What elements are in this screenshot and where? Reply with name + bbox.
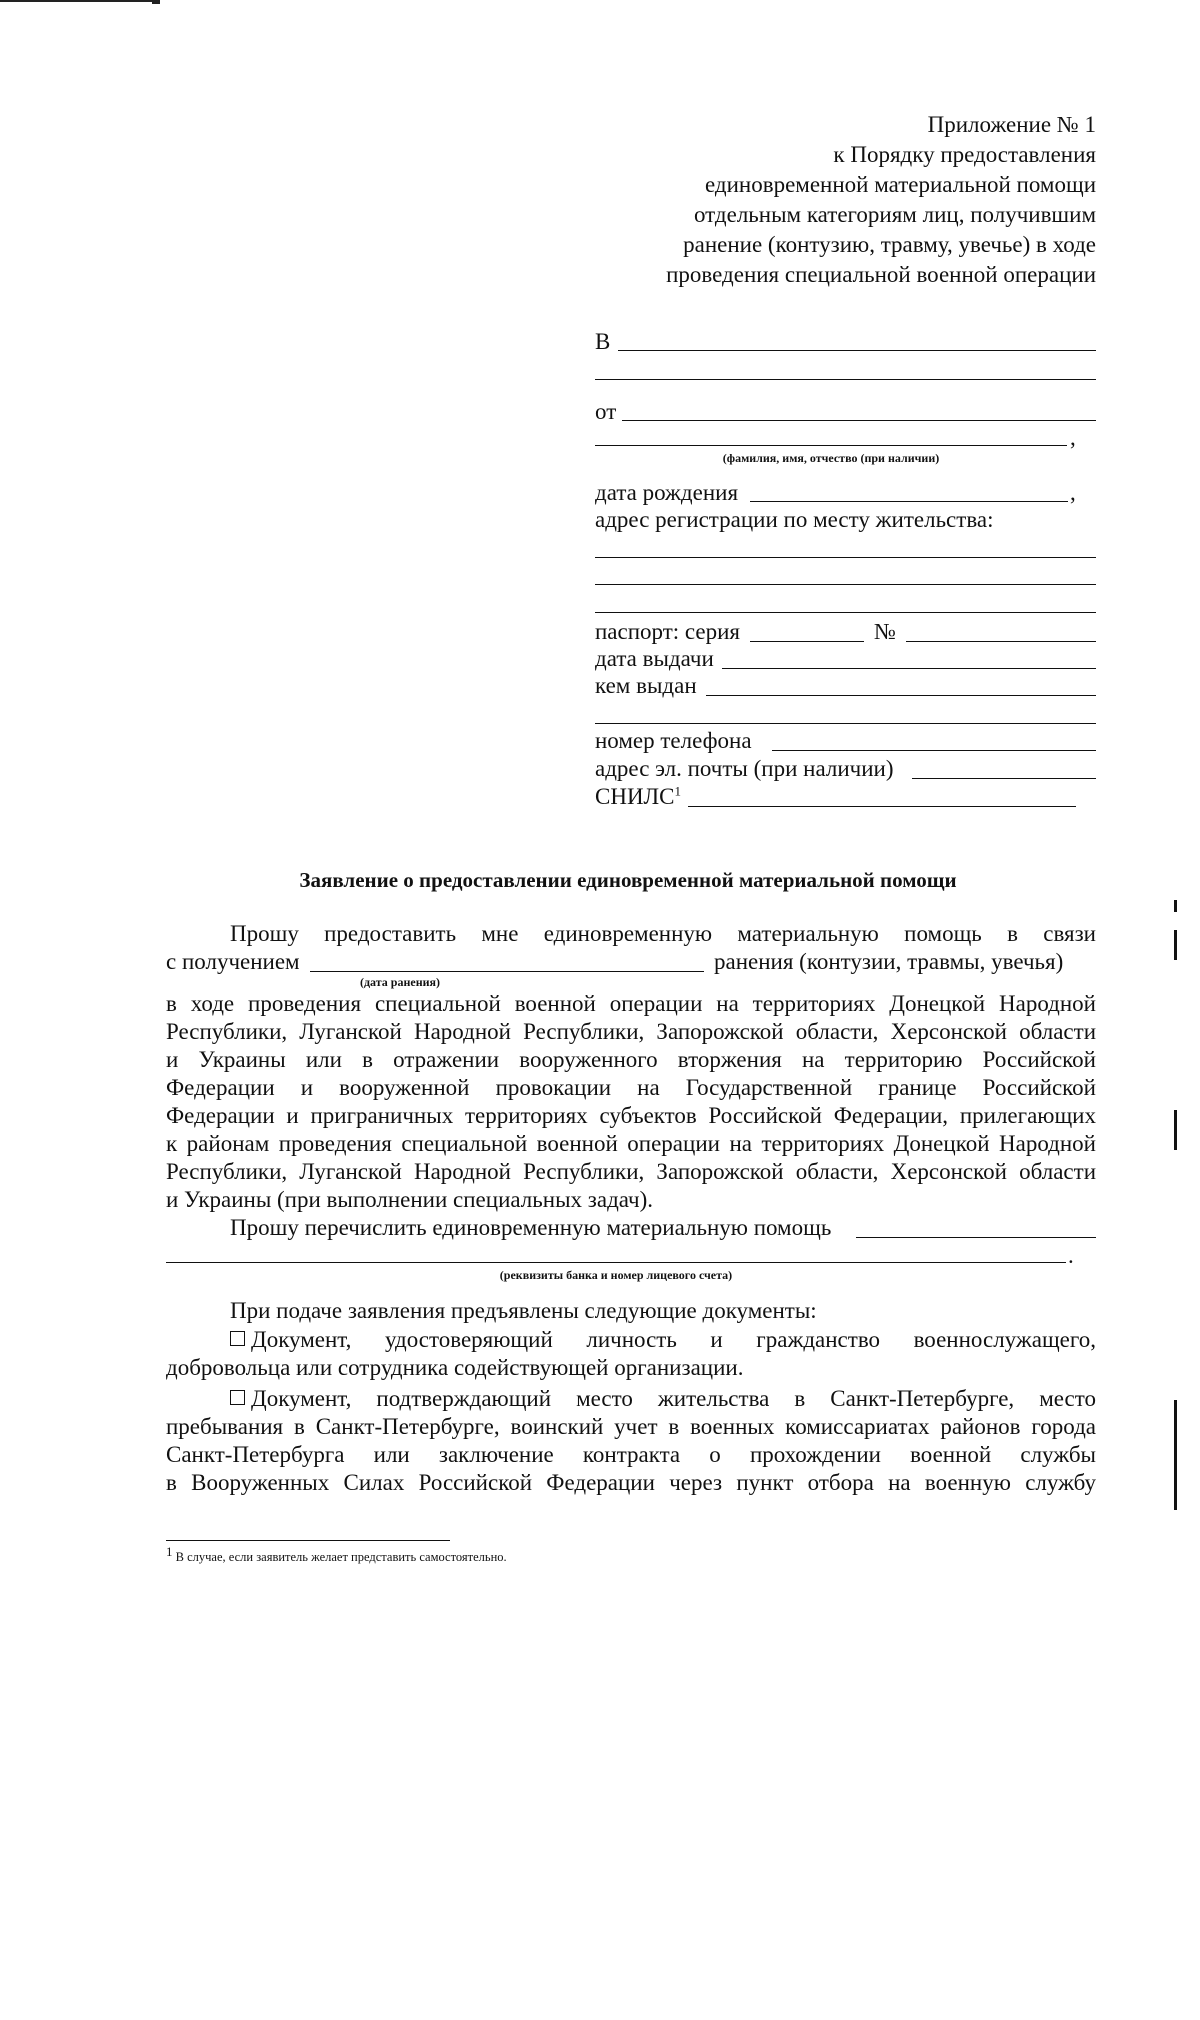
appendix-line: ранение (контузию, травму, увечье) в ходе: [683, 232, 1096, 257]
passport-number-field[interactable]: [906, 641, 1096, 642]
paragraph-line: Федерации и приграничных территориях субъектов Российской Федерации, прилегающих: [166, 1103, 1096, 1128]
to-field[interactable]: [618, 350, 1096, 351]
phone-field[interactable]: [772, 750, 1096, 751]
birth-date-label: дата рождения: [595, 480, 739, 505]
document-line: Документ, удостоверяющий личность и гражданство военнослужащего,: [166, 1326, 1096, 1354]
scan-margin-mark: [1174, 1400, 1177, 1510]
birth-date-field[interactable]: [750, 501, 1068, 502]
scan-margin-mark: [1174, 900, 1177, 912]
document-line: в Вооруженных Силах Российской Федерации через пункт отбора на военную службу: [166, 1470, 1096, 1495]
email-label: адрес эл. почты (при наличии): [595, 756, 894, 781]
document-line: добровольца или сотрудника содействующей организации.: [166, 1355, 744, 1380]
passport-series-field[interactable]: [750, 641, 864, 642]
passport-number-label: №: [874, 619, 896, 644]
issued-by-field-line2[interactable]: [595, 723, 1096, 724]
from-comma: ,: [1070, 425, 1076, 450]
document-item-1: [166, 1326, 1096, 1382]
paragraph-line: и Украины (при выполнении специальных задач).: [166, 1187, 654, 1212]
from-field[interactable]: [622, 420, 1096, 421]
appendix-header: [600, 110, 1096, 290]
statement-paragraph-1: [166, 920, 1096, 948]
issue-date-label: дата выдачи: [595, 646, 714, 671]
statement-title: Заявление о предоставлении единовременной материальной помощи: [299, 868, 957, 892]
paragraph-line: Республики, Луганской Народной Республики, Запорожской области, Херсонской области: [166, 1159, 1096, 1184]
document-1-checkbox[interactable]: [230, 1331, 245, 1346]
scan-margin-mark: [1174, 930, 1177, 960]
document-item-2: [166, 1385, 1096, 1497]
passport-series-label: паспорт: серия: [595, 619, 741, 644]
footnote: [166, 1543, 507, 1565]
snils-footnote-marker: 1: [674, 783, 682, 799]
appendix-line: Приложение № 1: [927, 112, 1096, 137]
address-field-line1[interactable]: [595, 557, 1096, 558]
snils-label: СНИЛС$^1$: [595, 783, 682, 809]
scan-margin-mark: [1174, 1110, 1177, 1150]
from-field-line2[interactable]: [595, 445, 1067, 446]
to-field-line2[interactable]: [595, 379, 1096, 380]
birth-comma: ,: [1070, 480, 1076, 505]
bank-details-field[interactable]: [856, 1237, 1096, 1238]
appendix-line: единовременной материальной помощи: [705, 172, 1096, 197]
to-label: В: [595, 329, 611, 354]
fio-caption: (фамилия, имя, отчество (при наличии): [722, 451, 940, 465]
paragraph-line: к районам проведения специальной военной операции на территориях Донецкой Народной: [166, 1131, 1096, 1156]
footnote-marker: 1: [166, 1543, 173, 1559]
statement-paragraph-1-rest: [166, 990, 1096, 1214]
phone-label: номер телефона: [595, 728, 752, 753]
document-line: Санкт-Петербурга или заключение контракта о прохождении военной службы: [166, 1442, 1096, 1467]
bank-details-caption: (реквизиты банка и номер лицевого счета): [499, 1268, 733, 1282]
injury-type-text: ранения (контузии, травмы, увечья): [714, 949, 1064, 974]
address-field-line3[interactable]: [595, 612, 1096, 613]
appendix-line: к Порядку предоставления: [833, 142, 1096, 167]
address-label: адрес регистрации по месту жительства:: [595, 507, 994, 532]
paragraph-line: Республики, Луганской Народной Республики, Запорожской области, Херсонской области: [166, 1019, 1096, 1044]
footnote-separator: [166, 1540, 450, 1541]
scan-edge-line: [0, 0, 158, 2]
injury-date-field[interactable]: [310, 971, 704, 972]
bank-period: .: [1068, 1243, 1074, 1268]
appendix-line: отдельным категориям лиц, получившим: [693, 202, 1096, 227]
issued-by-label: кем выдан: [595, 673, 697, 698]
appendix-line: проведения специальной военной операции: [666, 262, 1096, 287]
with-injury-label: с получением: [166, 949, 300, 974]
address-field-line2[interactable]: [595, 584, 1096, 585]
document-2-checkbox[interactable]: [230, 1390, 245, 1405]
paragraph-line: и Украины или в отражении вооруженного вторжения на территорию Российской: [166, 1047, 1096, 1072]
injury-date-caption: (дата ранения): [359, 975, 441, 989]
issued-by-field[interactable]: [706, 695, 1096, 696]
document-line: Документ, подтверждающий место жительства в Санкт-Петербурге, место: [166, 1385, 1096, 1413]
paragraph-line: Федерации и вооруженной провокации на Государственной границе Российской: [166, 1075, 1096, 1100]
scan-edge-tick: [152, 0, 160, 4]
bank-details-field-line2[interactable]: [166, 1262, 1066, 1263]
snils-field[interactable]: [688, 806, 1076, 807]
paragraph-line: в ходе проведения специальной военной операции на территориях Донецкой Народной: [166, 991, 1096, 1016]
document-line: пребывания в Санкт-Петербурге, воинский учет в военных комиссариатах районов города: [166, 1414, 1096, 1439]
transfer-request-text: Прошу перечислить единовременную материальную помощь: [230, 1215, 832, 1240]
email-field[interactable]: [912, 778, 1096, 779]
footnote-text: В случае, если заявитель желает представить самостоятельно.: [175, 1550, 507, 1564]
documents-intro: При подаче заявления предъявлены следующие документы:: [230, 1298, 817, 1323]
paragraph-line: Прошу предоставить мне единовременную материальную помощь в связи: [230, 921, 1096, 946]
issue-date-field[interactable]: [722, 668, 1096, 669]
from-label: от: [595, 399, 617, 424]
